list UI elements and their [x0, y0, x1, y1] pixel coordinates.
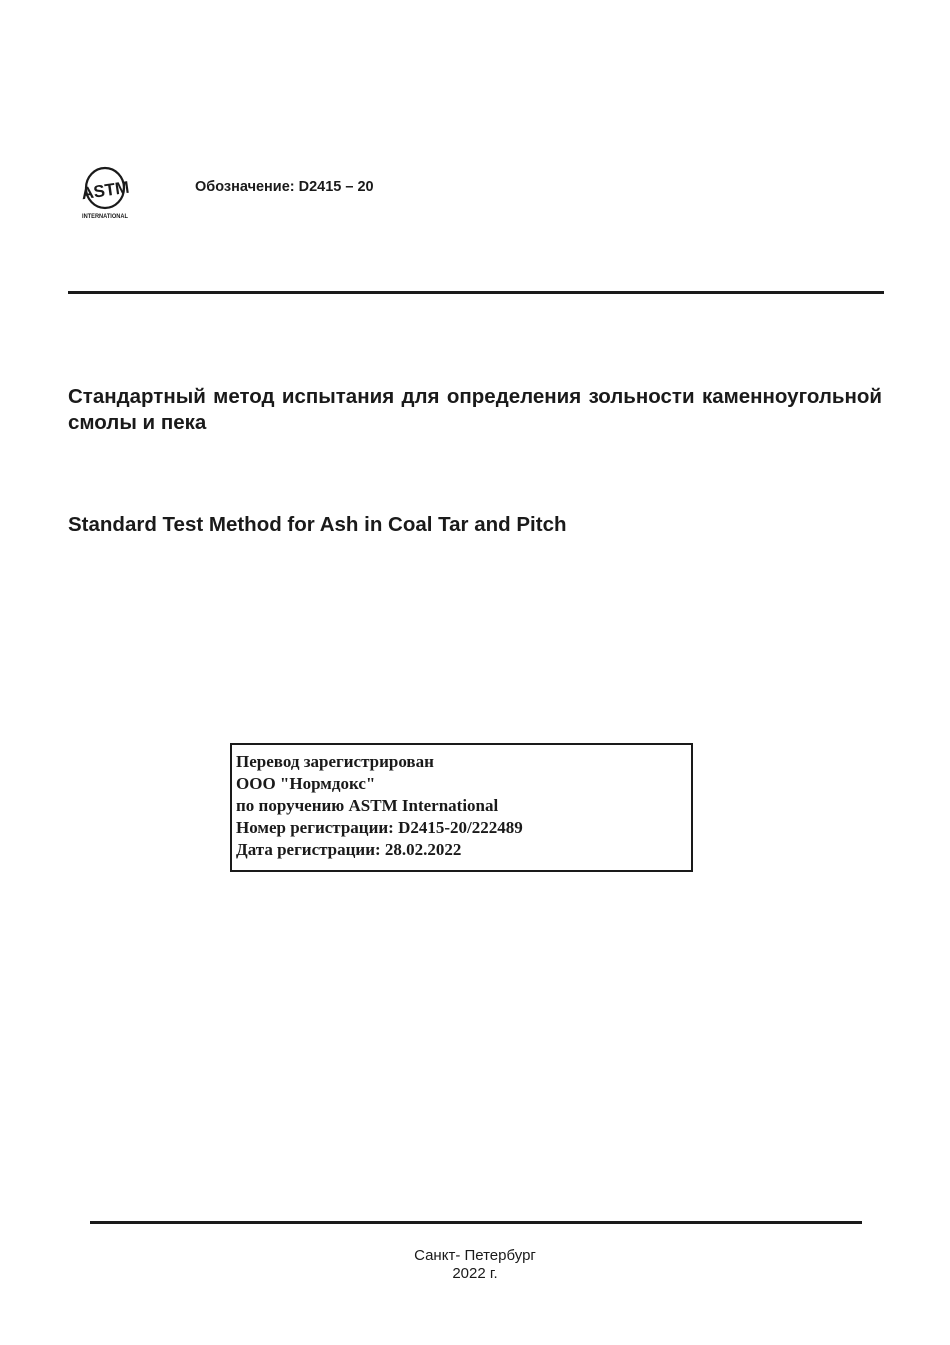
registration-line: по поручению ASTM International [236, 796, 499, 815]
footer-year: 2022 г. [452, 1265, 498, 1282]
footer-divider [90, 1221, 862, 1224]
registration-stamp [230, 743, 693, 872]
standard-designation: Обозначение: D2415 – 20 [195, 179, 374, 195]
svg-text:ASTM: ASTM [80, 177, 131, 204]
svg-text:INTERNATIONAL: INTERNATIONAL [82, 213, 129, 220]
registration-number: Номер регистрации: D2415-20/222489 [236, 818, 523, 837]
header-divider [68, 291, 884, 294]
footer-city: Санкт- Петербург [414, 1247, 536, 1264]
title-russian: Стандартный метод испытания для определения зольности каменноугольной смолы и пека [68, 385, 882, 434]
registration-line: ООО "Нормдокс" [236, 774, 376, 793]
title-english: Standard Test Method for Ash in Coal Tar and Pitch [68, 513, 567, 536]
astm-logo [79, 166, 131, 222]
registration-date: Дата регистрации: 28.02.2022 [236, 840, 462, 859]
registration-line: Перевод зарегистрирован [236, 752, 434, 771]
